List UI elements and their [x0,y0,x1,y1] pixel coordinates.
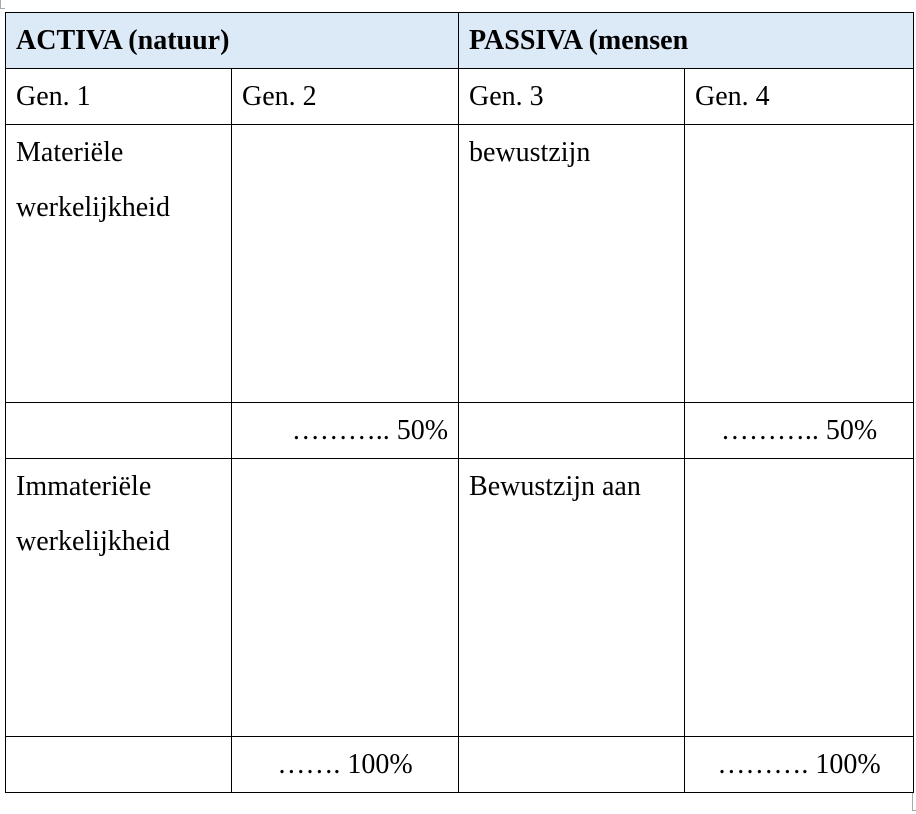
immaterial-gen3-cell: Bewustzijn aan [459,459,685,737]
immaterial-label-line2: werkelijkheid [16,526,170,557]
material-pct-gen3-cell [459,403,685,459]
material-pct-gen1-cell [6,403,232,459]
corner-mark-top-left [0,0,5,9]
material-gen3-cell: bewustzijn [459,125,685,403]
material-label-cell [6,125,232,403]
immaterial-pct-gen3-cell [459,737,685,793]
activa-passiva-table [5,12,914,793]
header-passiva: PASSIVA (mensen [459,13,914,69]
material-pct-gen4-cell: ……….. 50% [685,403,914,459]
material-gen4-cell [685,125,914,403]
immaterial-pct-gen2-cell: ……. 100% [232,737,459,793]
immaterial-pct-gen4-cell: ………. 100% [685,737,914,793]
material-row [6,125,914,403]
material-label-line2: werkelijkheid [16,192,170,223]
material-percent-row [6,403,914,459]
gen-1-cell: Gen. 1 [6,69,232,125]
immaterial-row [6,459,914,737]
immaterial-gen4-cell [685,459,914,737]
immaterial-gen2-cell [232,459,459,737]
immaterial-label-line1: Immateriële [16,471,152,502]
gen-4-cell: Gen. 4 [685,69,914,125]
immaterial-label-cell [6,459,232,737]
corner-mark-bottom-right [912,792,916,811]
gen-3-cell: Gen. 3 [459,69,685,125]
immaterial-percent-row [6,737,914,793]
header-activa: ACTIVA (natuur) [6,13,459,69]
material-label-line1: Materiële [16,137,124,168]
header-row [6,13,914,69]
material-gen2-cell [232,125,459,403]
material-pct-gen2-cell: ……….. 50% [232,403,459,459]
gen-2-cell: Gen. 2 [232,69,459,125]
generation-row [6,69,914,125]
immaterial-pct-gen1-cell [6,737,232,793]
